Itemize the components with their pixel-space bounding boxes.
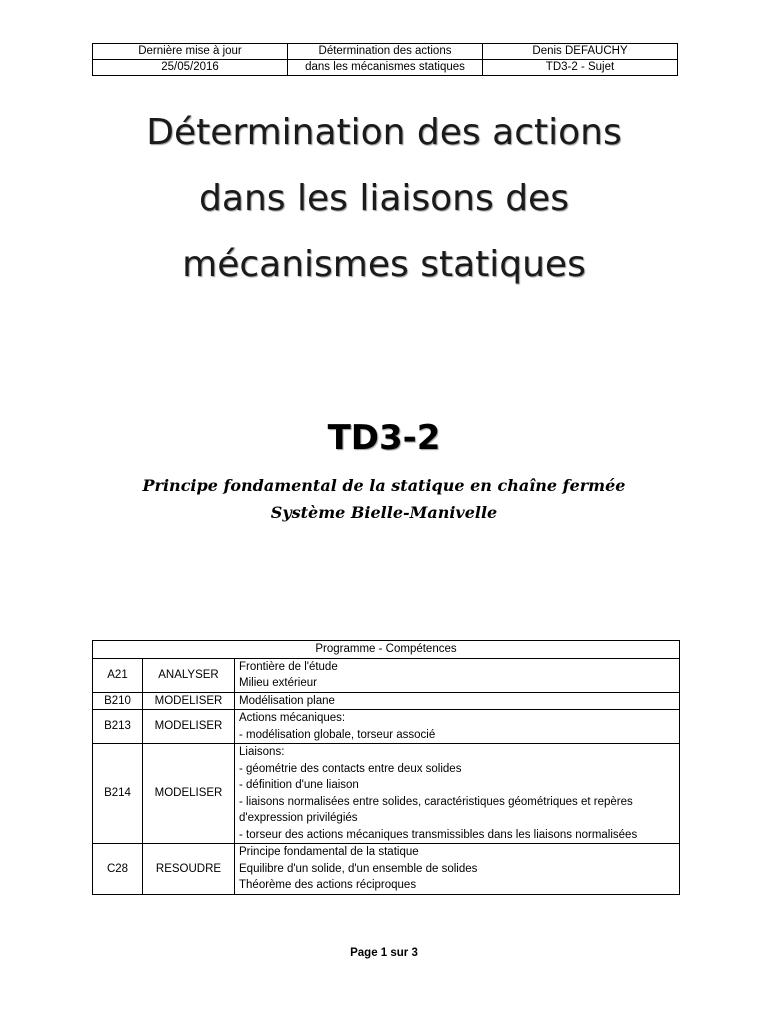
page-title bbox=[0, 100, 768, 298]
competence-verb: RESOUDRE bbox=[143, 844, 235, 895]
description-line: Frontière de l'étude bbox=[239, 660, 338, 673]
header-date: 25/05/2016 bbox=[93, 60, 288, 76]
description-line: - modélisation globale, torseur associé bbox=[239, 728, 436, 741]
title-line: dans les liaisons des bbox=[199, 178, 569, 219]
competence-verb: MODELISER bbox=[143, 744, 235, 844]
competence-description bbox=[235, 844, 680, 895]
competence-verb: ANALYSER bbox=[143, 658, 235, 692]
competence-description bbox=[235, 710, 680, 744]
header-author: Denis DEFAUCHY bbox=[483, 44, 678, 60]
competence-row bbox=[93, 844, 680, 895]
competence-description bbox=[235, 692, 680, 710]
header-doc-id: TD3-2 - Sujet bbox=[483, 60, 678, 76]
description-line: - définition d'une liaison bbox=[239, 779, 359, 791]
description-line: - géométrie des contacts entre deux solides bbox=[239, 762, 462, 775]
header-update-label: Dernière mise à jour bbox=[93, 44, 288, 60]
competence-row bbox=[93, 744, 680, 844]
competence-row bbox=[93, 658, 680, 692]
description-line: Liaisons: bbox=[239, 746, 285, 758]
subtitle-line-2: Système Bielle-Manivelle bbox=[270, 503, 498, 522]
subtitle bbox=[0, 472, 768, 526]
competence-code: B210 bbox=[93, 692, 143, 710]
description-line: Principe fondamental de la statique bbox=[239, 846, 419, 858]
description-line: - torseur des actions mécaniques transmissibles dans les liaisons normalisées bbox=[239, 828, 638, 841]
competence-code: A21 bbox=[93, 658, 143, 692]
description-line: Equilibre d'un solide, d'un ensemble de solides bbox=[239, 862, 478, 875]
description-line: Milieu extérieur bbox=[239, 677, 317, 689]
document-header-table bbox=[92, 43, 678, 76]
competence-code: B214 bbox=[93, 744, 143, 844]
competence-verb: MODELISER bbox=[143, 710, 235, 744]
header-subject-line-2: dans les mécanismes statiques bbox=[288, 60, 483, 76]
description-line: Actions mécaniques: bbox=[239, 712, 346, 724]
header-subject-line-1: Détermination des actions bbox=[288, 44, 483, 60]
competence-code: C28 bbox=[93, 844, 143, 895]
subtitle-line-1: Principe fondamental de la statique en chaîne fermée bbox=[142, 476, 626, 495]
header-row-2 bbox=[93, 60, 678, 76]
description-line: Théorème des actions réciproques bbox=[239, 879, 417, 891]
competences-table bbox=[92, 640, 680, 895]
header-row-1 bbox=[93, 44, 678, 60]
competence-verb: MODELISER bbox=[143, 692, 235, 710]
competences-heading: Programme - Compétences bbox=[93, 641, 680, 659]
competence-code: B213 bbox=[93, 710, 143, 744]
description-line: - liaisons normalisées entre solides, caractéristiques géométriques et repères d'expression privilégiés bbox=[239, 795, 633, 824]
competence-row bbox=[93, 692, 680, 710]
title-line: mécanismes statiques bbox=[182, 244, 586, 285]
competences-heading-row bbox=[93, 641, 680, 659]
competence-row bbox=[93, 710, 680, 744]
description-line: Modélisation plane bbox=[239, 694, 335, 707]
page-footer: Page 1 sur 3 bbox=[350, 947, 418, 959]
competence-description bbox=[235, 744, 680, 844]
competence-description bbox=[235, 658, 680, 692]
td-number: TD3-2 bbox=[327, 418, 441, 458]
title-line: Détermination des actions bbox=[146, 112, 622, 153]
